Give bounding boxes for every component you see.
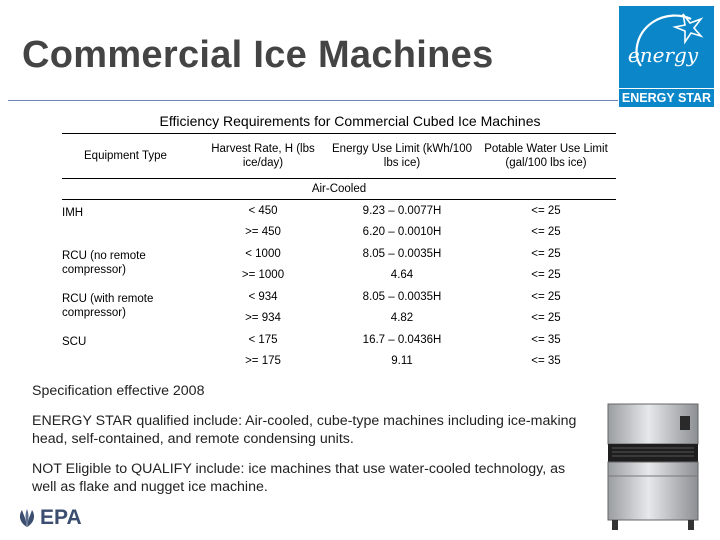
slide-title: Commercial Ice Machines [22, 34, 494, 76]
epa-flower-icon [16, 508, 38, 528]
requirements-table [62, 133, 616, 372]
cell-water: <= 35 [531, 355, 561, 368]
cell-harvest: < 175 [248, 333, 278, 346]
equipment-type-imh: IMH [62, 207, 84, 219]
header-energy-limit: Energy Use Limit (kWh/100 lbs ice) [328, 134, 476, 179]
cell-water: <= 25 [531, 247, 561, 260]
cell-water: <= 25 [531, 269, 561, 282]
header-water-limit: Potable Water Use Limit (gal/100 lbs ice) [476, 134, 616, 179]
equipment-type-rcu-with-remote: RCU (with remote compressor) [62, 293, 154, 319]
section-air-cooled: Air-Cooled [62, 179, 616, 200]
qualified-note: ENERGY STAR qualified include: Air-cooled, cube-type machines including ice-making head, self-contained, and remote condensing units. [32, 413, 577, 447]
cell-harvest: >= 175 [245, 355, 281, 368]
energy-star-icon [623, 10, 710, 85]
cell-energy: 6.20 – 0.0010H [362, 226, 442, 239]
cell-harvest: >= 450 [245, 226, 281, 239]
epa-wordmark: EPA [40, 506, 82, 529]
cell-water: <= 25 [531, 204, 561, 217]
cell-harvest: >= 934 [245, 312, 281, 325]
cell-energy: 4.64 [390, 269, 414, 282]
cell-water: <= 35 [531, 333, 561, 346]
cell-energy: 8.05 – 0.0035H [362, 247, 442, 260]
epa-logo [16, 506, 82, 530]
cell-water: <= 25 [531, 312, 561, 325]
cell-water: <= 25 [531, 226, 561, 239]
ice-machine-image [590, 400, 710, 532]
cell-energy: 4.82 [390, 312, 414, 325]
cell-energy: 8.05 – 0.0035H [362, 290, 442, 303]
notes [32, 382, 592, 496]
title-divider [8, 100, 618, 101]
cell-harvest: < 450 [248, 204, 278, 217]
logo-script: energy [627, 43, 699, 67]
cell-energy: 9.11 [391, 355, 413, 368]
effective-date-note: Specification effective 2008 [32, 383, 205, 399]
cell-energy: 16.7 – 0.0436H [362, 333, 442, 346]
energy-star-logo [619, 6, 714, 106]
cell-harvest: < 1000 [245, 247, 281, 260]
header-harvest-rate: Harvest Rate, H (lbs ice/day) [198, 134, 328, 179]
cell-harvest: < 934 [248, 290, 278, 303]
logo-wordmark: ENERGY STAR [619, 88, 714, 107]
not-eligible-note: NOT Eligible to QUALIFY include: ice machines that use water-cooled technology, as well as flake and nugget ice machine. [32, 461, 566, 495]
equipment-type-scu: SCU [62, 336, 87, 348]
cell-harvest: >= 1000 [241, 269, 285, 282]
cell-water: <= 25 [531, 290, 561, 303]
equipment-type-rcu-no-remote: RCU (no remote compressor) [62, 250, 146, 276]
header-equipment-type: Equipment Type [62, 134, 198, 179]
cell-energy: 9.23 – 0.0077H [362, 204, 442, 217]
table-caption: Efficiency Requirements for Commercial Cubed Ice Machines [159, 113, 541, 129]
